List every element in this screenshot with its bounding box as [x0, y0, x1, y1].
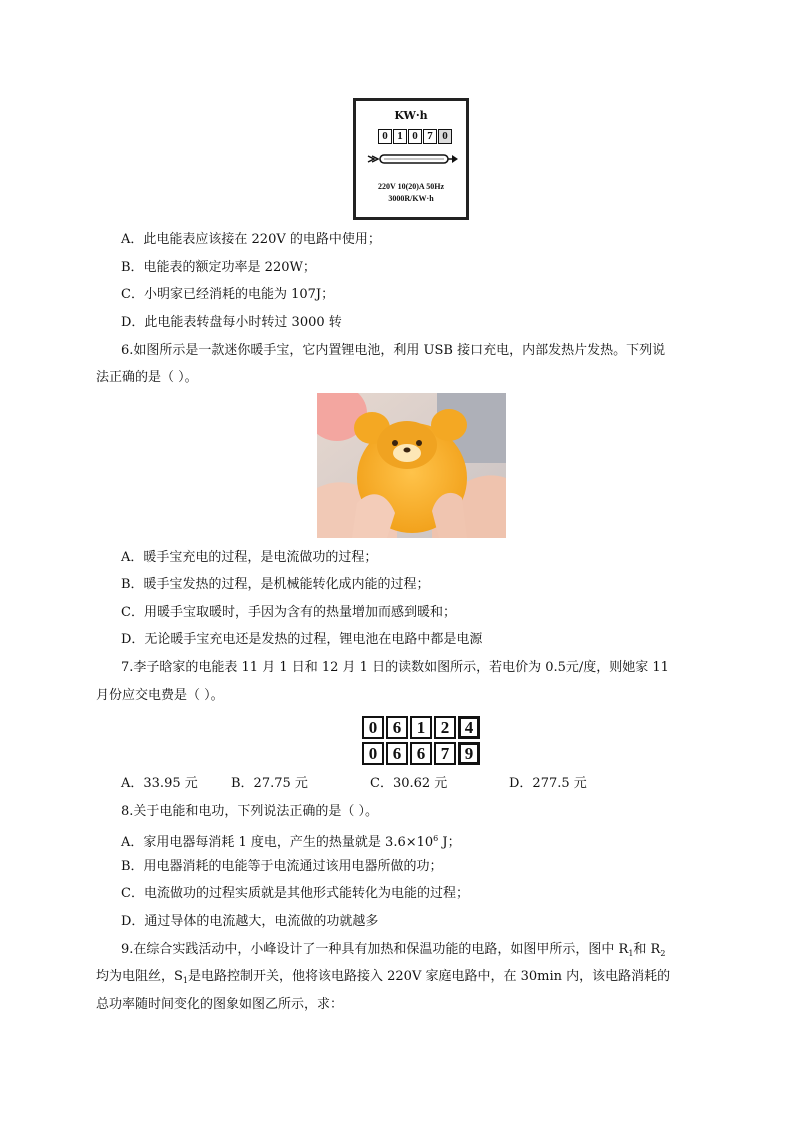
q8-option-a-unit: J； [438, 835, 461, 850]
meter-digit: 1 [393, 129, 407, 144]
q9-text: 均为电阻丝，S [96, 969, 183, 984]
q8-option-a [121, 830, 461, 852]
meter-spec-line: 220V 10(20)A 50Hz [377, 182, 445, 191]
reading-digit: 0 [362, 742, 384, 765]
q8-option-c: C．电流做功的过程实质就是其他形式能转化为电能的过程； [121, 886, 469, 901]
q9-text: 是电路控制开关，他将该电路接入 220V 家庭电路中，在 30min 内，该电路消耗的 [188, 969, 671, 984]
meter-spec-line: 3000R/KW·h [388, 194, 434, 203]
meter-digit-display [378, 129, 453, 144]
q7-stem-line1: 7.李子晗家的电能表 11 月 1 日和 12 月 1 日的读数如图所示，若电价为 0.5元/度，则她家 11 [121, 660, 669, 675]
meter-reading-dec [362, 742, 482, 765]
q8-option-a-exponent: 6 [433, 834, 439, 843]
meter-digit: 0 [408, 129, 422, 144]
q6-option-d: D．无论暖手宝充电还是发热的过程，锂电池在电路中都是电源 [121, 632, 483, 647]
meter-digit: 7 [423, 129, 437, 144]
q8-option-a-text: A．家用电器每消耗 1 度电，产生的热量就是 3.6×10 [121, 835, 434, 850]
q9-subscript: 2 [660, 949, 666, 958]
reading-digit: 6 [386, 742, 408, 765]
q6-stem-line2: 法正确的是（ ）。 [96, 370, 198, 385]
meter-reading-nov [362, 716, 482, 739]
q5-option-a: A．此电能表应该接在 220V 的电路中使用； [121, 232, 381, 247]
q6-option-c: C．用暖手宝取暖时，手因为含有的热量增加而感到暖和； [121, 605, 456, 620]
q9-stem-line3: 总功率随时间变化的图象如图乙所示，求： [96, 997, 344, 1012]
reading-digit: 1 [410, 716, 432, 739]
reading-digit: 0 [362, 716, 384, 739]
hand-warmer-photo [317, 393, 506, 538]
reading-digit: 2 [434, 716, 456, 739]
q9-stem-line2 [96, 968, 670, 990]
meter-digit: 0 [378, 129, 392, 144]
q8-stem: 8.关于电能和电功，下列说法正确的是（ ）。 [121, 804, 379, 819]
reading-digit: 4 [458, 716, 480, 739]
q7-option-d: D．277.5 元 [509, 776, 587, 791]
reading-digit: 6 [386, 716, 408, 739]
q5-option-c: C．小明家已经消耗的电能为 107J； [121, 287, 335, 302]
q9-text: 和 R [633, 942, 661, 957]
q9-subscript: 1 [182, 976, 188, 985]
q6-stem-line1: 6.如图所示是一款迷你暖手宝，它内置锂电池，利用 USB 接口充电，内部发热片发热。下列说 [121, 343, 666, 358]
reading-digit: 6 [410, 742, 432, 765]
q7-stem-line2: 月份应交电费是（ ）。 [96, 688, 224, 703]
q7-option-a: A．33.95 元 [121, 776, 198, 791]
q6-option-a: A．暖手宝充电的过程，是电流做功的过程； [121, 550, 378, 565]
q5-option-d: D．此电能表转盘每小时转过 3000 转 [121, 315, 342, 330]
meter-unit-label: KW·h [394, 109, 428, 122]
q6-option-b: B．暖手宝发热的过程，是机械能转化成内能的过程； [121, 577, 430, 592]
reading-digit: 7 [434, 742, 456, 765]
q7-option-b: B．27.75 元 [231, 776, 308, 791]
meter-digit: 0 [438, 129, 452, 144]
q7-option-c: C．30.62 元 [370, 776, 448, 791]
q8-option-b: B．用电器消耗的电能等于电流通过该用电器所做的功； [121, 859, 443, 874]
q9-text: 9.在综合实践活动中，小峰设计了一种具有加热和保温功能的电路，如图甲所示，图中 R [121, 942, 629, 957]
meter-rotor-icon [366, 152, 460, 166]
q8-option-d: D．通过导体的电流越大，电流做的功就越多 [121, 914, 379, 929]
q5-option-b: B．电能表的额定功率是 220W； [121, 260, 316, 275]
q9-subscript: 1 [628, 949, 634, 958]
reading-digit: 9 [458, 742, 480, 765]
electric-meter-figure [353, 98, 469, 220]
q9-stem-line1 [121, 941, 665, 963]
